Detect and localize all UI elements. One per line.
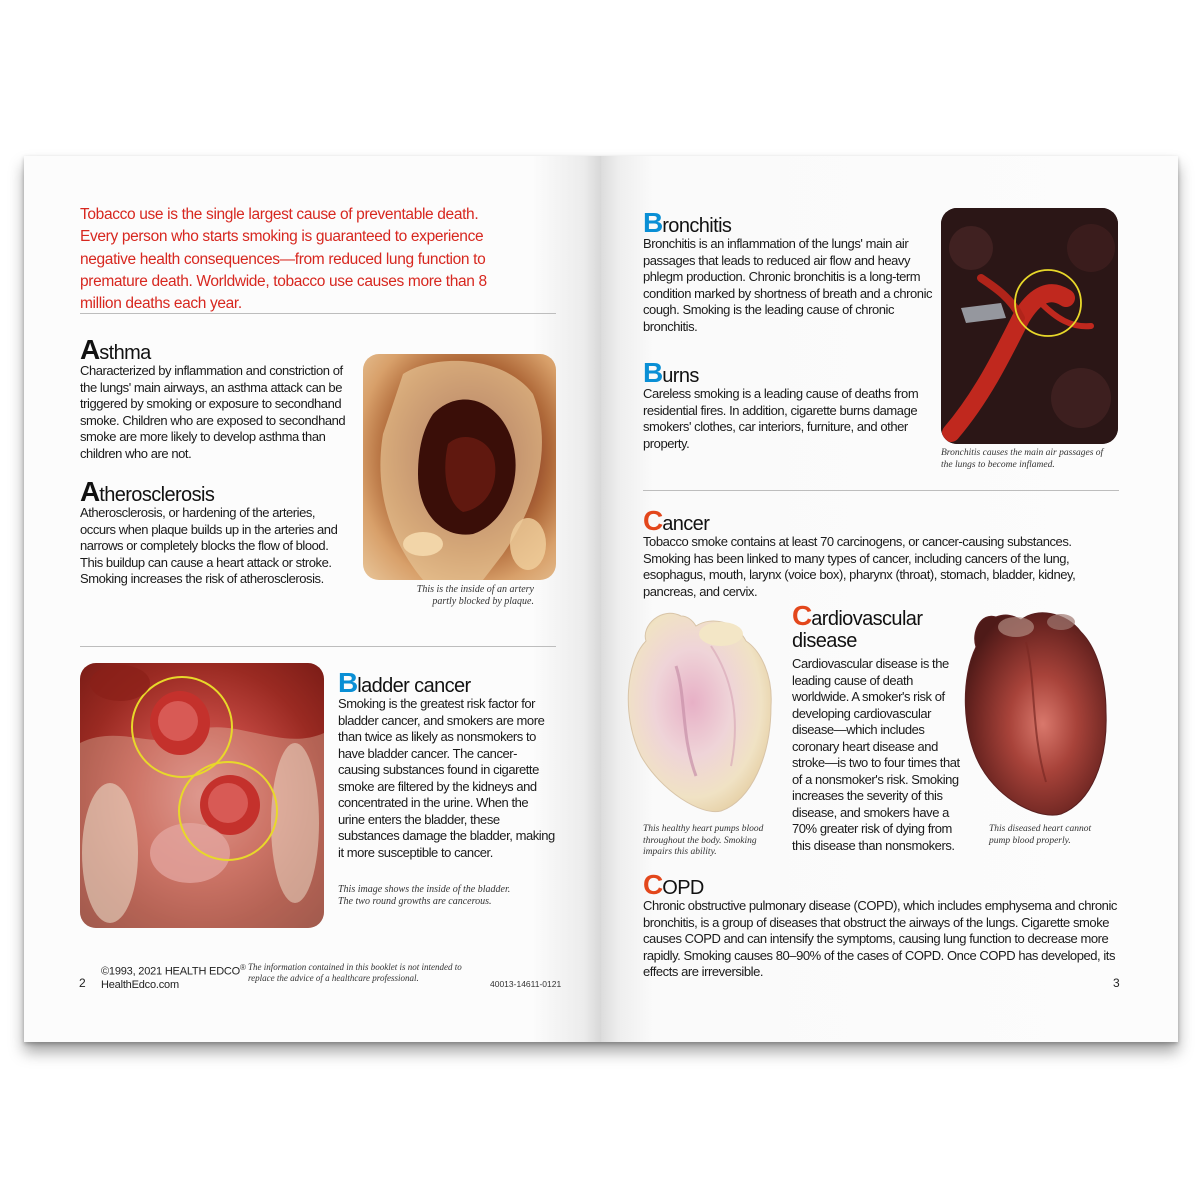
page-number-2: 2 [79,976,86,990]
bladder-cancer-heading [338,667,471,698]
cancer-text: Tobacco smoke contains at least 70 carcinogens, or cancer-causing substances. Smoking has been linked to many types of cancer, including cancers of the lung, esophagus, mouth, larynx (voice box), pharynx (throat), stomach, bladder, kidney, pancreas, and cervix. [643,534,1076,599]
cancer-heading-initial: C [643,505,663,536]
diseased-heart-caption-line-2: pump blood properly. [989,835,1071,846]
diseased-heart-caption [989,824,1119,847]
atherosclerosis-heading [80,476,215,507]
copd-heading [643,869,704,900]
healthy-heart-caption [643,824,783,859]
booklet-spread [24,156,1178,1042]
disclaimer-line-2: replace the advice of a healthcare professional. [248,973,419,983]
right-page [601,156,1178,1042]
atherosclerosis-heading-initial: A [80,476,100,507]
page-number-3: 3 [1113,976,1120,990]
copd-text: Chronic obstructive pulmonary disease (COPD), which includes emphysema and chronic bronchitis, is a group of diseases that obstruct the airways of the lungs. Cigarette smoke causes COPD and can intensify the symptoms, causing lung function to decrease more rapidly. Smoking causes 80–90% of the cases of COPD. Once COPD has developed, its effects are irreversible. [643,898,1117,979]
copyright-block [101,961,246,993]
inflamed-airway-image [941,208,1118,444]
bronchitis-caption [941,448,1121,471]
bronchitis-caption-line-2: the lungs to become inflamed. [941,459,1055,470]
cardiovascular-heading-initial: C [792,600,812,631]
artery-caption-line-1: This is the inside of an artery [416,584,534,595]
bladder-cancer-heading-rest: ladder cancer [357,675,471,697]
bronchitis-heading-rest: ronchitis [662,215,732,237]
copyright-text: ©1993, 2021 HEALTH EDCO [101,965,241,978]
burns-heading [643,357,699,388]
atherosclerosis-heading-rest: therosclerosis [99,484,215,506]
bladder-cancer-heading-initial: B [338,667,358,698]
healthy-heart-caption-line-3: impairs this ability. [643,847,717,857]
bronchitis-caption-line-1: Bronchitis causes the main air passages of [941,448,1104,458]
healthy-heart-image [621,606,781,818]
asthma-heading-initial: A [80,334,100,365]
intro-paragraph: Tobacco use is the single largest cause of preventable death. Every person who starts smoking is guaranteed to experience negative health consequences—from reduced lung function to premature death. Worldwide, tobacco use causes more than 8 million deaths each year. [80,206,487,313]
artery-photo [363,354,556,580]
left-page [24,156,601,1042]
diseased-heart-caption-line-1: This diseased heart cannot [989,824,1092,834]
diseased-heart-image [956,602,1116,822]
cardiovascular-heading [792,600,923,652]
artery-caption [324,584,534,608]
cardiovascular-heading-line-1: ardiovascular [811,608,923,630]
asthma-text: Characterized by inflammation and constriction of the lungs' main airways, an asthma attack can be triggered by smoking or exposure to secondhand smoke. Children who are exposed to secondhand smoke are more likely to develop asthma than children who are not. [80,363,346,461]
bronchitis-heading [643,207,732,238]
disclaimer-line-1: The information contained in this booklet is not intended to [248,962,462,972]
website-link: HealthEdco.com [101,979,179,992]
healthy-heart-photo [621,606,781,818]
burns-text: Careless smoking is a leading cause of deaths from residential fires. In addition, cigarette burns damage smokers' clothes, car interiors, furniture, and other property. [643,386,919,451]
cardiovascular-text: Cardiovascular disease is the leading cause of death worldwide. A smoker's risk of developing cardiovascular disease—which includes coronary heart disease and stroke—is two to four times that of a nonsmoker's risk. Smoking increases the severity of this disease, and smokers have a 70% greater risk of dying from this disease than nonsmokers. [792,656,960,853]
product-code: 40013-14611-0121 [490,979,562,989]
healthy-heart-caption-line-2: throughout the body. Smoking [643,835,757,846]
burns-heading-initial: B [643,357,663,388]
cancer-heading-rest: ancer [662,513,710,535]
cancer-heading [643,505,710,536]
bronchitis-text: Bronchitis is an inflammation of the lungs' main air passages that leads to reduced air flow and heavy phlegm production. Chronic bronchitis is a long-term condition marked by shortness of breath and a chronic cough. Smoking is the leading cause of chronic bronchitis. [643,236,933,334]
healthy-heart-caption-line-1: This healthy heart pumps blood [643,824,764,834]
burns-heading-rest: urns [662,365,699,387]
copd-heading-initial: C [643,869,663,900]
asthma-heading [80,334,151,365]
registered-mark: ® [240,963,246,972]
artery-caption-line-2: partly blocked by plaque. [432,596,534,607]
atherosclerosis-text: Atherosclerosis, or hardening of the arteries, occurs when plaque builds up in the arteries and narrows or completely blocks the flow of blood. This buildup can cause a heart attack or stroke. Smoking increases the risk of atherosclerosis. [80,505,338,586]
section-divider [643,490,1119,491]
bronchitis-photo [941,208,1118,444]
copd-heading-rest: OPD [662,877,704,899]
artery-plaque-image [363,354,556,580]
section-divider [80,646,556,647]
bladder-caption [338,884,558,908]
section-divider [80,313,556,314]
cardiovascular-heading-line-2: disease [792,630,857,652]
bladder-cancer-text: Smoking is the greatest risk factor for bladder cancer, and smokers are more than twice as likely as nonsmokers to have bladder cancer. The cancer-causing substances found in cigarette smoke are filtered by the kidneys and concentrated in the urine. When the urine enters the bladder, these substances damage the bladder, making it more susceptible to cancer. [338,696,555,860]
diseased-heart-photo [956,602,1116,822]
asthma-heading-rest: sthma [99,342,151,364]
disclaimer-text [248,962,478,984]
bronchitis-heading-initial: B [643,207,663,238]
bladder-photo [80,663,324,928]
bladder-caption-line-2: The two round growths are cancerous. [338,896,492,907]
bladder-tumor-image [80,663,324,928]
bladder-caption-line-1: This image shows the inside of the bladder. [338,884,511,895]
